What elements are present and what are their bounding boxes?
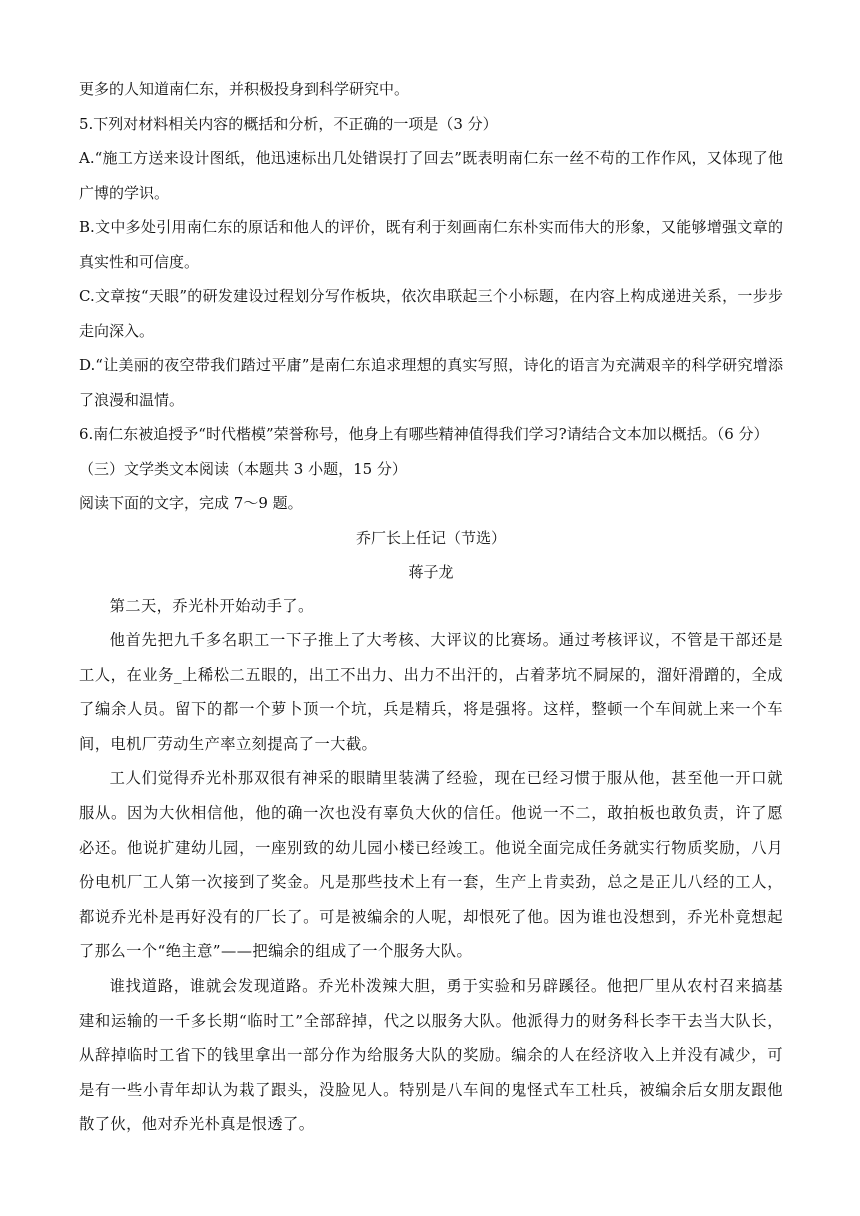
story-title: 乔厂长上任记（节选） [355,528,506,547]
story-paragraph-4: 谁找道路，谁就会发现道路。乔光朴泼辣大胆，勇于实验和另辟蹊径。他把厂里从农村召来搞基建和运输的一千多长期“临时工”全部辞掉，代之以服务大队。他派得力的财务科长李干去当大队长，从辞掉临时工省下的钱里拿出一部分作为给服务大队的奖励。编余的人在经济收入上并没有减少，可是有一些小青年却认为栽了跟头，没脸见人。特别是八车间的鬼怪式车工杜兵，被编余后女朋友跟他散了伙，他对乔光朴真是恨透了。 [79,977,783,1134]
question-5-stem: 5.下列对材料相关内容的概括和分析，不正确的一项是（3 分） [79,114,498,133]
story-paragraph-2: 他首先把九千多名职工一下子推上了大考核、大评议的比赛场。通过考核评议，不管是干部还是工人，在业务_上稀松二五眼的，出工不出力、出力不出汗的，占着茅坑不屙屎的，溜奸滑蹭的，全成了编余人员。留下的都一个萝卜顶一个坑，兵是精兵，将是强将。这样，整顿一个车间就上来一个车间，电机厂劳动生产率立刻提高了一大截。 [79,631,783,753]
question-5-option-b: B.文中多处引用南仁东的原话和他人的评价，既有利于刻画南仁东朴实而伟大的形象，又能够增强文章的真实性和可信度。 [79,218,783,271]
story-author: 蒋子龙 [408,562,454,581]
question-5-option-a: A.“施工方送来设计图纸，他迅速标出几处错误打了回去”既表明南仁东一丝不苟的工作作风，又体现了他广博的学识。 [79,149,783,202]
question-5-option-d: D.“让美丽的夜空带我们踏过平庸”是南仁东追求理想的真实写照，诗化的语言为充满艰辛的科学研究增添了浪漫和温情。 [79,356,783,409]
document-body [79,72,783,1142]
intro-tail-text: 更多的人知道南仁东，并积极投身到科学研究中。 [79,80,410,98]
story-paragraph-1: 第二天，乔光朴开始动手了。 [109,596,314,615]
question-6: 6.南仁东被追授予“时代楷模”荣誉称号，他身上有哪些精神值得我们学习?请结合文本加以概括。（6 分） [79,425,769,443]
section-heading: （三）文学类文本阅读（本题共 3 小题，15 分） [79,459,407,478]
reading-instruction: 阅读下面的文字，完成 7～9 题。 [79,494,303,512]
question-5-option-c: C.文章按“天眼”的研发建设过程划分写作板块，依次串联起三个小标题，在内容上构成递进关系，一步步走向深入。 [79,287,783,340]
story-paragraph-3: 工人们觉得乔光朴那双很有神采的眼睛里装满了经验，现在已经习惯于服从他，甚至他一开口就服从。因为大伙相信他，他的确一次也没有辜负大伙的信任。他说一不二，敢拍板也敢负责，许了愿必还。他说扩建幼儿园，一座别致的幼儿园小楼已经竣工。他说全面完成任务就实行物质奖励，八月份电机厂工人第一次接到了奖金。凡是那些技术上有一套，生产上肯卖劲，总之是正儿八经的工人，都说乔光朴是再好没有的厂长了。可是被编余的人呢，却恨死了他。因为谁也没想到，乔光朴竟想起了那么一个“绝主意”——把编余的组成了一个服务大队。 [79,769,783,961]
